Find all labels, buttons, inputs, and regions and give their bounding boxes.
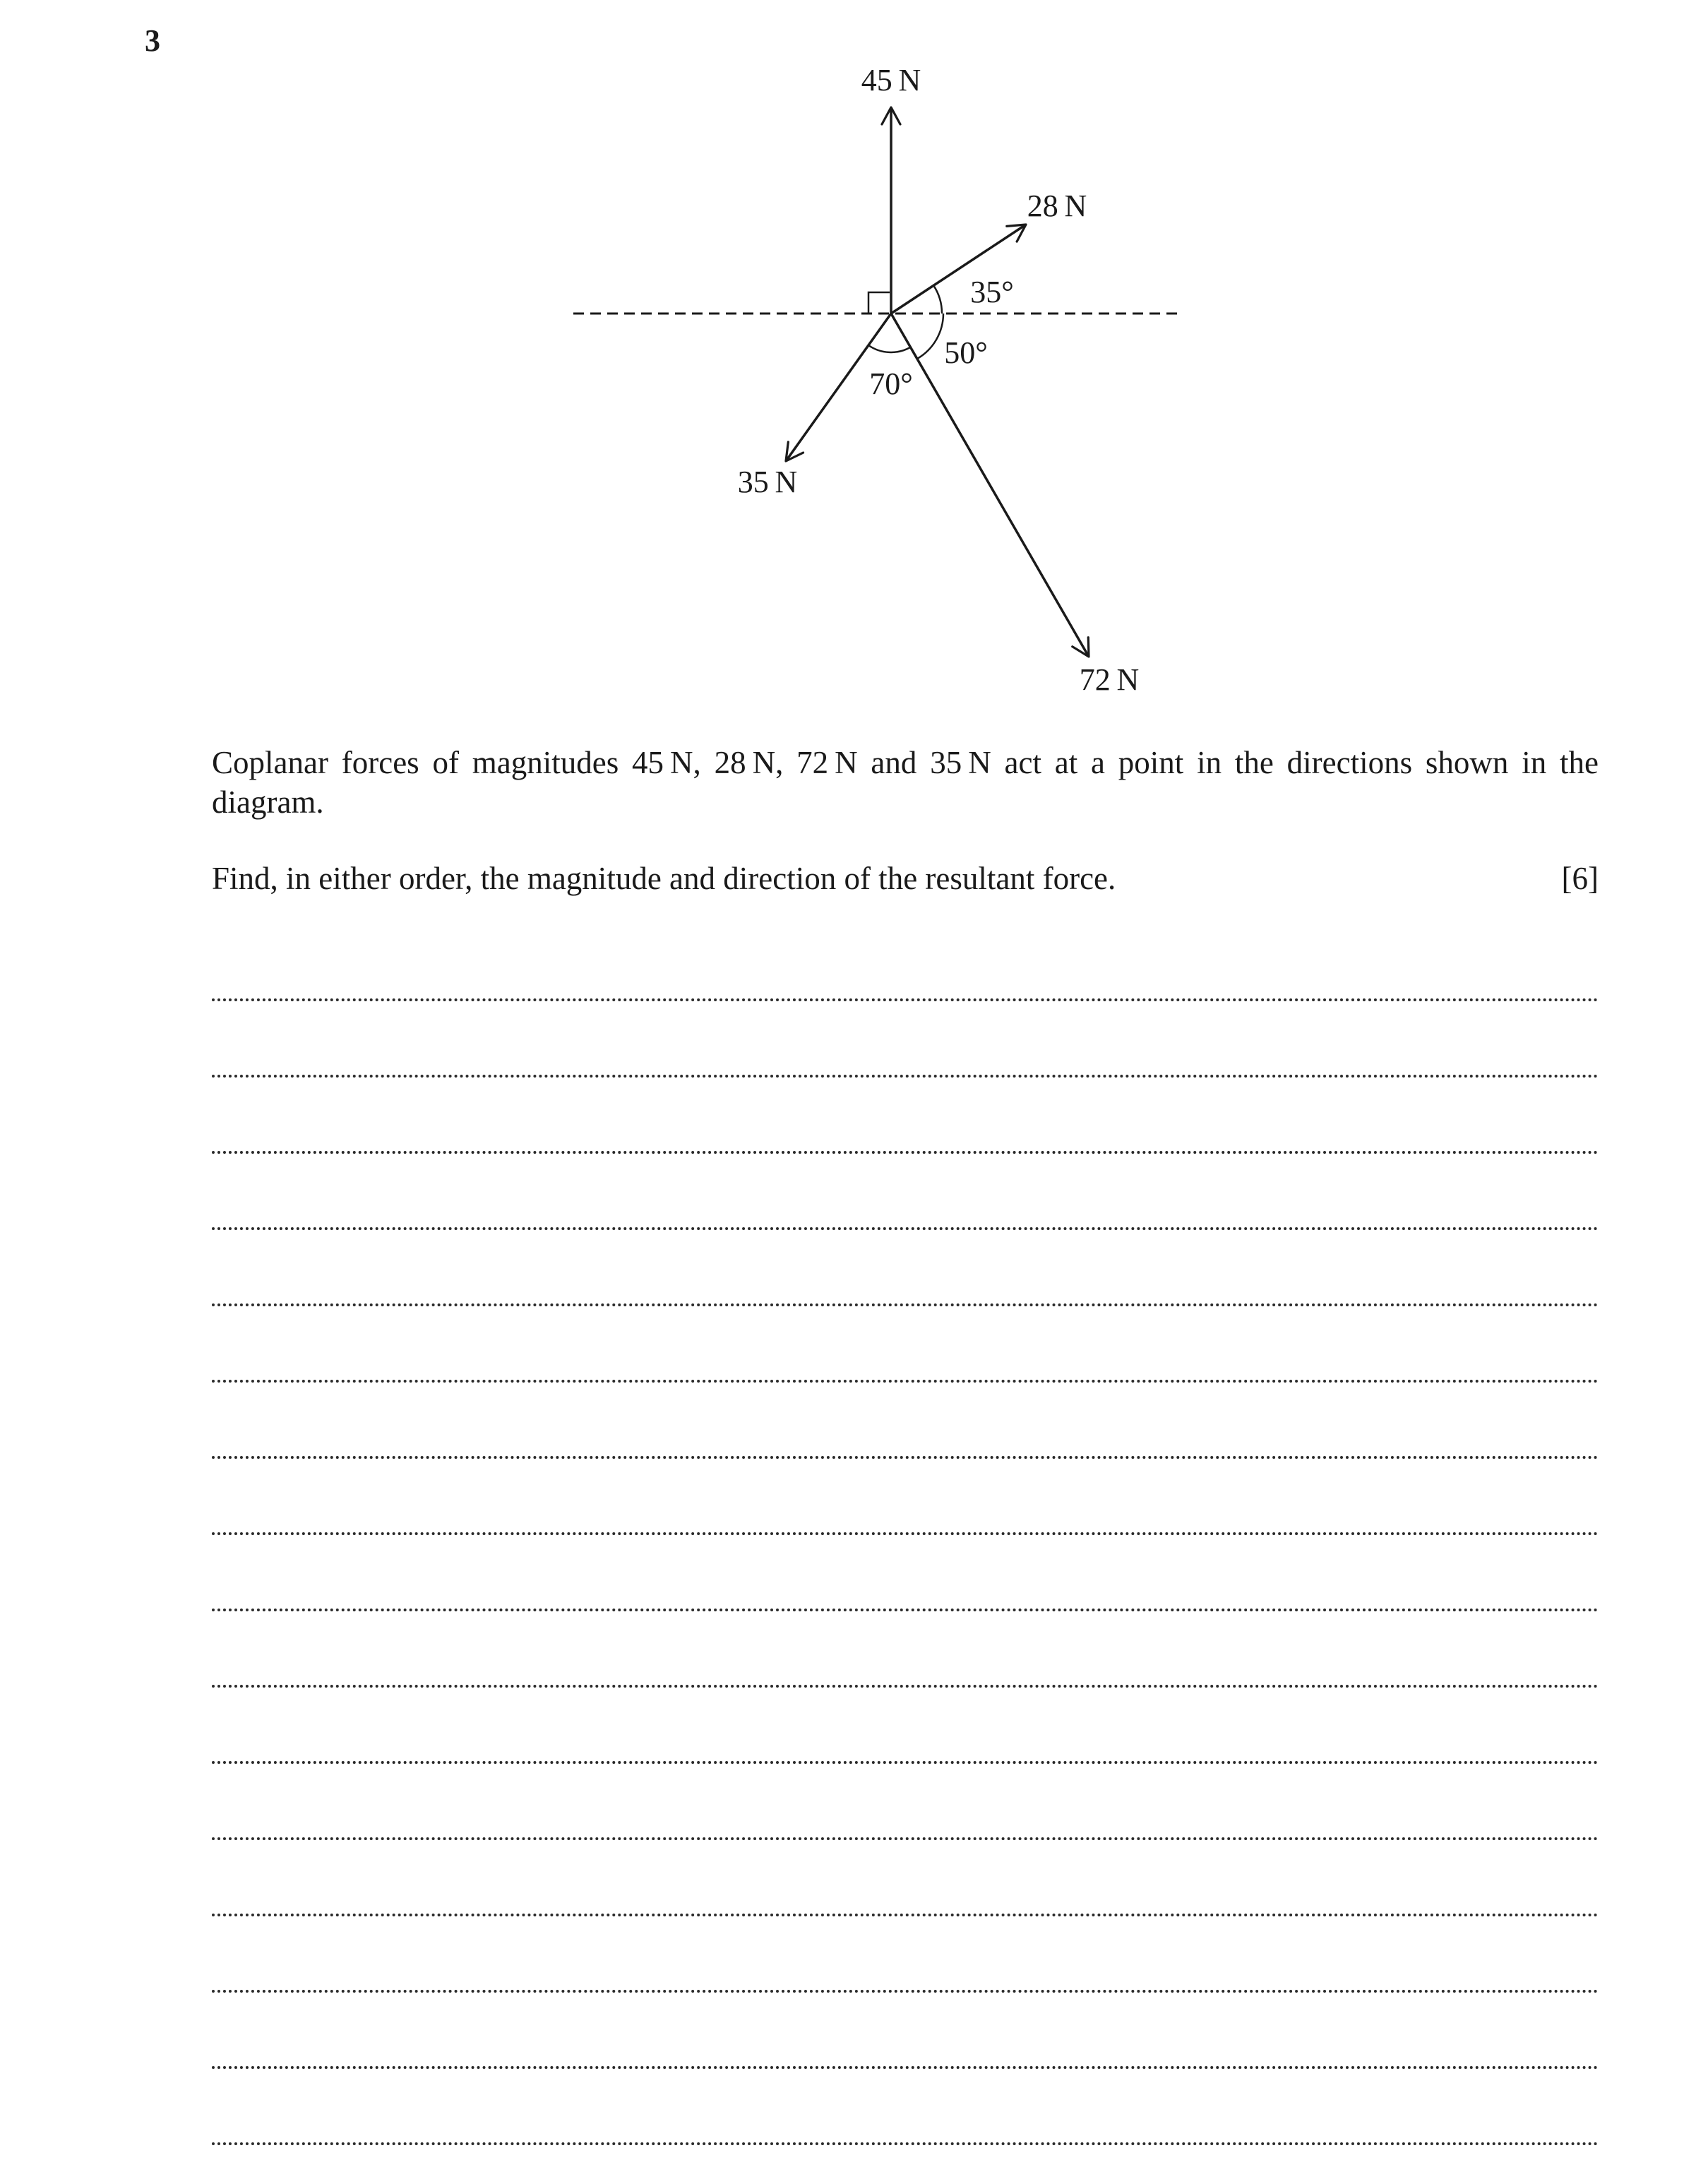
answer-line[interactable] bbox=[212, 1306, 1599, 1383]
answer-line[interactable] bbox=[212, 1535, 1599, 1611]
answer-line[interactable] bbox=[212, 1764, 1599, 1840]
answer-line[interactable] bbox=[212, 1230, 1599, 1306]
angle-arc-70 bbox=[868, 345, 910, 352]
answer-line[interactable] bbox=[212, 1154, 1599, 1230]
answer-line[interactable] bbox=[212, 1001, 1599, 1078]
answer-line[interactable] bbox=[212, 1916, 1599, 1993]
force-arrow-72n bbox=[891, 314, 1089, 657]
answer-line[interactable] bbox=[212, 1840, 1599, 1916]
force-label-35n: 35 N bbox=[737, 465, 798, 499]
answer-line[interactable] bbox=[212, 1611, 1599, 1688]
force-label-28n: 28 N bbox=[1027, 189, 1087, 223]
force-label-45n: 45 N bbox=[861, 63, 921, 97]
right-angle-marker bbox=[868, 292, 890, 314]
force-diagram bbox=[0, 0, 1708, 734]
instruction-row bbox=[212, 859, 1599, 898]
force-label-72n: 72 N bbox=[1079, 662, 1140, 697]
question-number: 3 bbox=[145, 23, 160, 58]
instruction-text: Find, in either order, the magnitude and direction of the resultant force. bbox=[212, 861, 1116, 896]
answer-line[interactable] bbox=[212, 1688, 1599, 1764]
angle-label-50: 50° bbox=[944, 335, 988, 370]
marks-label: [6] bbox=[1561, 861, 1599, 896]
answer-line[interactable] bbox=[212, 1078, 1599, 1154]
question-text: Coplanar forces of magnitudes 45 N, 28 N, 72 N and 35 N act at a point in the directions shown in the diagram. bbox=[212, 745, 1599, 820]
angle-arc-50 bbox=[917, 314, 943, 359]
answer-line[interactable] bbox=[212, 2069, 1599, 2145]
angle-label-70: 70° bbox=[869, 366, 913, 401]
answer-line[interactable] bbox=[212, 1993, 1599, 2069]
answer-area[interactable] bbox=[212, 925, 1599, 2145]
angle-arc-35 bbox=[933, 285, 942, 314]
answer-line[interactable] bbox=[212, 925, 1599, 1001]
answer-line[interactable] bbox=[212, 1383, 1599, 1459]
angle-label-35: 35° bbox=[970, 275, 1014, 309]
answer-line[interactable] bbox=[212, 1459, 1599, 1535]
